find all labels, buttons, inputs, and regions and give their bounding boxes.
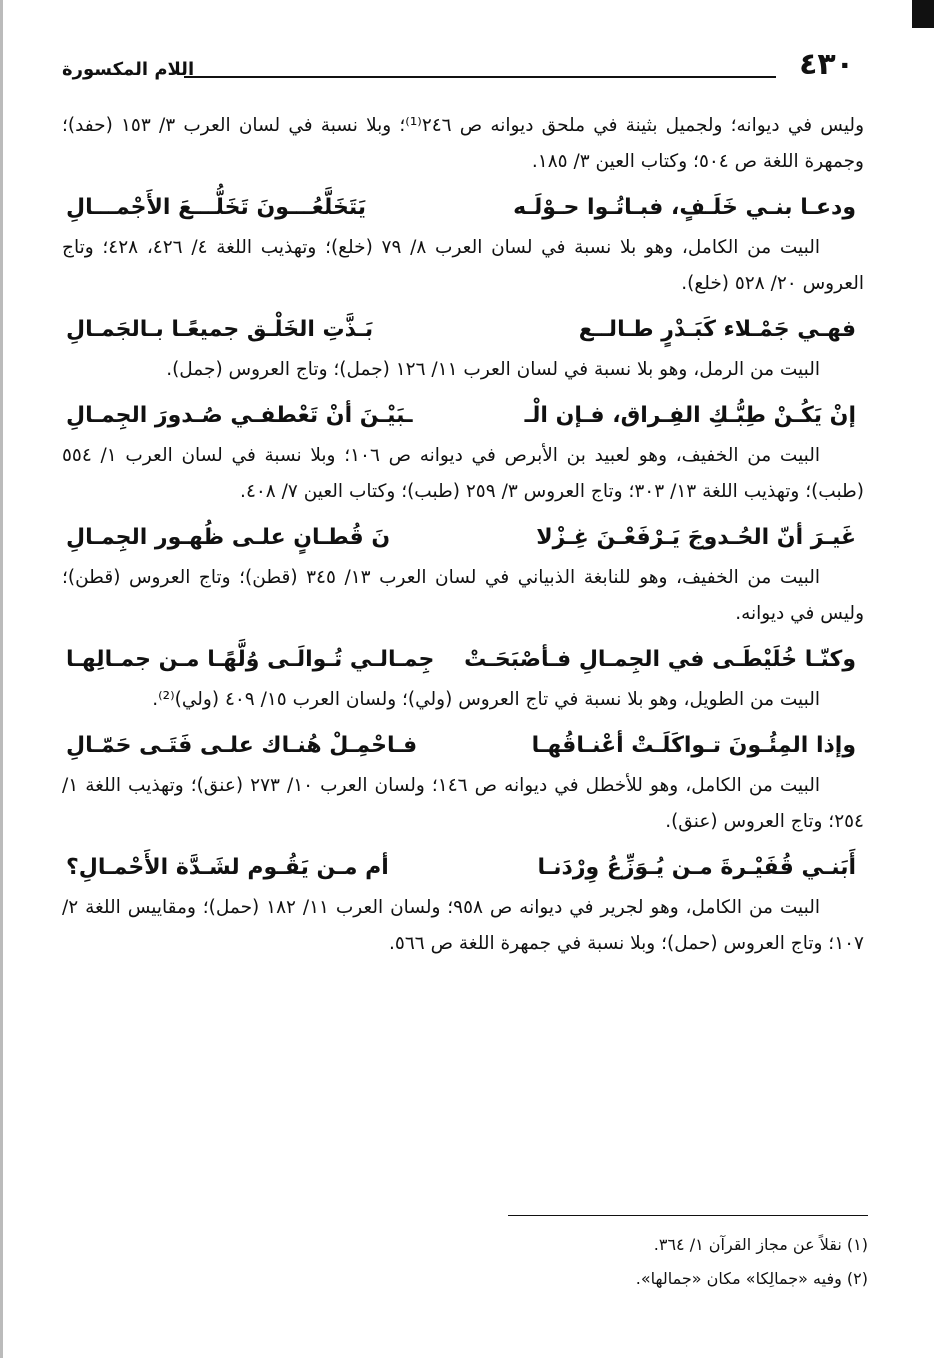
citation-paragraph: البيت من الرمل، وهو بلا نسبة في لسان العرب ١١/ ١٢٦ (جمل)؛ وتاج العروس (جمل).	[166, 359, 820, 380]
page-body	[62, 108, 864, 962]
scan-left-edge	[0, 0, 3, 1358]
page-number: ٤٣٠	[799, 47, 854, 82]
verse-line	[62, 310, 864, 350]
verse-first-hemistich: وكنّـا خُلَيْطَـى في الجِمـالِ فـأصْبَحَـتْ	[464, 647, 856, 672]
verse-line	[62, 396, 864, 436]
verse-first-hemistich: وإذا المِئُـونَ تـواكَلَـتْ أعْنـاقُهـا	[531, 733, 856, 758]
verse-second-hemistich: بَـذَّتِ الخَلْـق جميعًـا بـالجَمـالِ	[66, 317, 374, 342]
citation-paragraph: البيت من الخفيف، وهو للنابغة الذبياني في لسان العرب ١٣/ ٣٤٥ (قطن)؛ وتاج العروس (قطن)؛ وليس في ديوانه.	[62, 567, 864, 624]
verse-line	[62, 188, 864, 228]
verse-first-hemistich: أَبَنـي قُفَيْـرةَ مـن يُـوَزِّعُ وِرْدَنـا	[537, 855, 856, 880]
verse-second-hemistich: يَتَخَلَّعُـــونَ تَخَلُّـــعَ الأَجْمـــالِ	[66, 195, 367, 220]
citation-paragraph: البيت من الكامل، وهو بلا نسبة في لسان العرب ٨/ ٧٩ (خلع)؛ وتهذيب اللغة ٤/ ٤٢٦، ٤٢٨؛ وتاج العروس ٢٠/ ٥٢٨ (خلع).	[62, 237, 864, 294]
citation-paragraph: البيت من الخفيف، وهو لعبيد بن الأبرص في ديوانه ص ١٠٦؛ وبلا نسبة في لسان العرب ١/ ٥٥٤ (طبب)؛ وتهذيب اللغة ١٣/ ٣٠٣؛ وتاج العروس ٣/ ٢٥٩ (طبب)؛ وكتاب العين ٧/ ٤٠٨.	[62, 445, 864, 502]
verse-second-hemistich: جِمـالـي تُـوالَـى وُلَّهًـا مـن جمـالِهـا	[66, 647, 435, 672]
verse-first-hemistich: إنْ يَكُـنْ طِبُّـكِ الفِـراق، فـإن الْـ	[524, 403, 856, 428]
verse-second-hemistich: ـبَيْـنَ أنْ تَعْطفـي صُـدورَ الجِمـالِ	[66, 403, 413, 428]
verse-second-hemistich: نَ قُطـانٍ علـى ظُهـور الجِمـالِ	[66, 525, 391, 550]
footnote: (٢) وفيه «جمالِكا» مكان «جمالها».	[635, 1269, 868, 1288]
verse-first-hemistich: ودعـا بنـي خَلَـفٍ، فبـاتُـوا حـوْلَـه	[513, 195, 856, 220]
verse-line	[62, 848, 864, 888]
verse-second-hemistich: أم مـن يَقُـوم لشَـدَّة الأَحْمـالِ؟	[66, 855, 389, 880]
footnote-rule	[508, 1215, 868, 1216]
citation-paragraph: البيت من الكامل، وهو لجرير في ديوانه ص ٩٥٨؛ ولسان العرب ١١/ ١٨٢ (حمل)؛ ومقاييس اللغة ٢/ ١٠٧؛ وتاج العروس (حمل)؛ وبلا نسبة في جمهرة اللغة ص ٥٦٦.	[62, 897, 864, 954]
footnote: (١) نقلاً عن مجاز القرآن ١/ ٣٦٤.	[653, 1235, 868, 1254]
header-rule	[184, 76, 776, 78]
verse-line	[62, 640, 864, 680]
citation-paragraph: وليس في ديوانه؛ ولجميل بثينة في ملحق ديوانه ص ٢٤٦⁽¹⁾؛ وبلا نسبة في لسان العرب ٣/ ١٥٣ (حفد)؛ وجمهرة اللغة ص ٥٠٤؛ وكتاب العين ٣/ ١٨٥.	[62, 115, 864, 172]
running-title: اللام المكسورة	[62, 59, 195, 80]
citation-paragraph: البيت من الكامل، وهو للأخطل في ديوانه ص ١٤٦؛ ولسان العرب ١٠/ ٢٧٣ (عنق)؛ وتهذيب اللغة ١/ ٢٥٤؛ وتاج العروس (عنق).	[62, 775, 864, 832]
scan-corner-mark	[912, 0, 934, 28]
verse-first-hemistich: فهـي جَمْـلاء كَبَـدْرٍ طـالــع	[578, 317, 856, 342]
verse-line	[62, 518, 864, 558]
verse-second-hemistich: فـاحْمِـلْ هُنـاك علـى فَتَـى حَمّـالِ	[66, 733, 418, 758]
page-header	[62, 48, 854, 88]
citation-paragraph: البيت من الطويل، وهو بلا نسبة في تاج العروس (ولي)؛ ولسان العرب ١٥/ ٤٠٩ (ولي)⁽²⁾.	[152, 689, 820, 710]
footnotes	[62, 1228, 868, 1296]
verse-first-hemistich: غَيـرَ أنّ الحُـدوجَ يَـرْفَعْـنَ غِـزْلا	[536, 525, 856, 550]
verse-line	[62, 726, 864, 766]
